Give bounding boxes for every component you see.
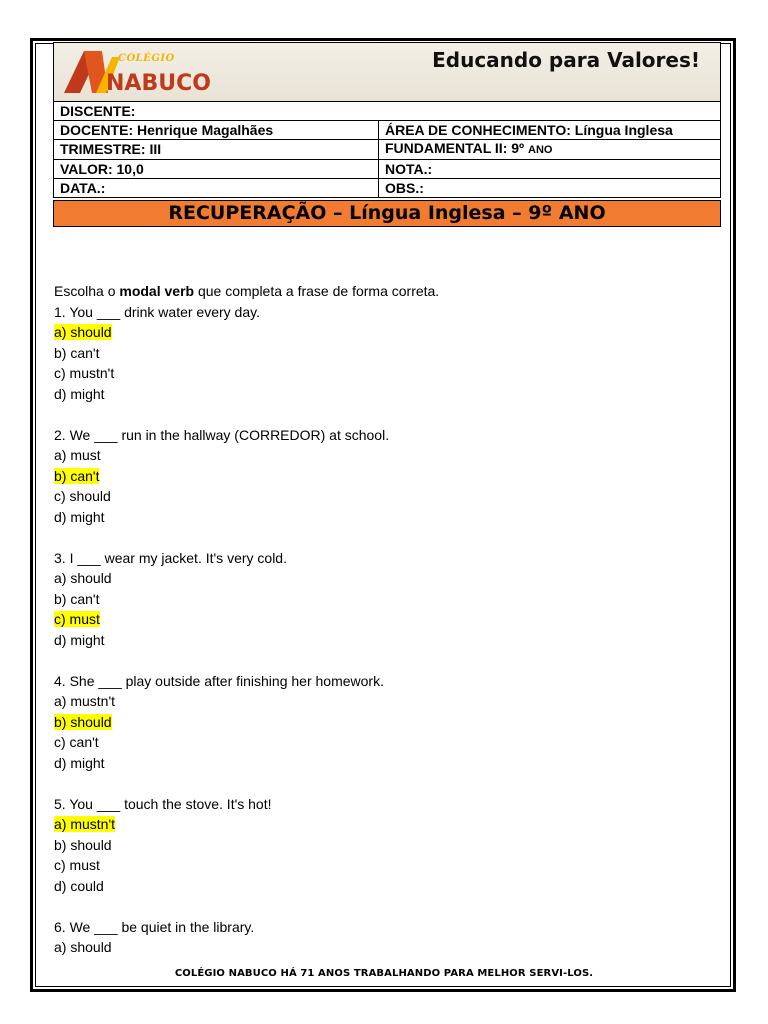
question-block (54, 917, 714, 958)
question-text: 1. You ___ drink water every day. (54, 303, 260, 320)
fundamental-label: FUNDAMENTAL II: 9º (385, 140, 525, 156)
answer-option (54, 691, 714, 712)
instructions (54, 281, 714, 302)
question-text: 4. She ___ play outside after finishing her homework. (54, 672, 384, 689)
instructions-prefix: Escolha o (54, 283, 120, 299)
question-spacer (54, 773, 714, 794)
question-spacer (54, 896, 714, 917)
question-block (54, 671, 714, 774)
answer-option-text: c) must (54, 857, 100, 873)
student-info-table (53, 101, 721, 198)
answer-option (54, 712, 714, 733)
trimestre-field: TRIMESTRE: III (54, 140, 379, 160)
answer-option-text: b) can't (54, 590, 100, 607)
answer-option (54, 384, 714, 405)
answer-option-highlighted: a) mustn't (54, 816, 116, 832)
answer-option-highlighted: b) can't (54, 467, 100, 484)
answer-option (54, 937, 714, 958)
docente-field: DOCENTE: Henrique Magalhães (54, 121, 379, 140)
valor-field: VALOR: 10,0 (54, 160, 379, 179)
logo-name-text: NABUCO (106, 71, 211, 96)
question-list (54, 302, 714, 958)
question-block (54, 794, 714, 897)
question-spacer (54, 527, 714, 548)
school-header (53, 42, 721, 102)
answer-option (54, 732, 714, 753)
footer-text: COLÉGIO NABUCO HÁ 71 ANOS TRABALHANDO PARA MELHOR SERVI-LOS. (174, 968, 594, 979)
instructions-suffix: que completa a frase de forma correta. (194, 283, 440, 299)
answer-option (54, 322, 714, 343)
answer-option-text: b) can't (54, 344, 100, 361)
info-row-data (54, 179, 721, 198)
exercise-content (54, 281, 714, 958)
discente-field: DISCENTE: (54, 102, 721, 121)
page-title: RECUPERAÇÃO – Língua Inglesa – 9º ANO (53, 200, 721, 227)
answer-option-text: d) might (54, 631, 105, 648)
answer-option-text: c) should (54, 488, 111, 504)
answer-option-text: c) mustn't (54, 365, 115, 381)
question-spacer (54, 404, 714, 425)
school-motto: Educando para Valores! (432, 48, 700, 72)
logo-small-text: COLÉGIO (118, 53, 175, 64)
info-row-trimestre (54, 140, 721, 160)
question-text: 3. I ___ wear my jacket. It's very cold. (54, 549, 287, 566)
question-text: 6. We ___ be quiet in the library. (54, 918, 255, 935)
answer-option (54, 589, 714, 610)
answer-option-highlighted: a) should (54, 324, 112, 340)
question-block (54, 302, 714, 405)
answer-option-text: a) must (54, 447, 101, 463)
answer-option (54, 507, 714, 528)
answer-option-text: c) can't (54, 734, 99, 750)
answer-option (54, 568, 714, 589)
answer-option (54, 876, 714, 897)
answer-option (54, 609, 714, 630)
area-field: ÁREA DE CONHECIMENTO: Língua Inglesa (379, 121, 721, 140)
info-row-discente (54, 102, 721, 121)
answer-option-highlighted: b) should (54, 713, 112, 730)
question-text: 5. You ___ touch the stove. It's hot! (54, 795, 272, 812)
question-block (54, 425, 714, 528)
question-text: 2. We ___ run in the hallway (CORREDOR) at school. (54, 426, 390, 443)
fundamental-field (379, 140, 721, 160)
school-logo (62, 47, 211, 97)
answer-option (54, 855, 714, 876)
question-block (54, 548, 714, 651)
answer-option (54, 466, 714, 487)
data-field: DATA.: (54, 179, 379, 198)
answer-option (54, 835, 714, 856)
answer-option-highlighted: c) must (54, 611, 100, 627)
answer-option-text: a) mustn't (54, 693, 116, 709)
answer-option (54, 753, 714, 774)
answer-option-text: d) could (54, 877, 104, 894)
info-row-valor (54, 160, 721, 179)
answer-option (54, 363, 714, 384)
answer-option (54, 486, 714, 507)
obs-field: OBS.: (379, 179, 721, 198)
instructions-bold: modal verb (119, 283, 195, 299)
answer-option-text: d) might (54, 385, 105, 402)
question-spacer (54, 650, 714, 671)
answer-option-text: a) should (54, 939, 112, 955)
answer-option-text: d) might (54, 508, 105, 525)
answer-option-text: b) should (54, 836, 112, 853)
ano-label: ANO (528, 144, 553, 156)
answer-option (54, 814, 714, 835)
info-row-docente (54, 121, 721, 140)
answer-option (54, 445, 714, 466)
answer-option (54, 343, 714, 364)
nota-field: NOTA.: (379, 160, 721, 179)
answer-option-text: a) should (54, 570, 112, 586)
answer-option-text: d) might (54, 754, 105, 771)
answer-option (54, 630, 714, 651)
